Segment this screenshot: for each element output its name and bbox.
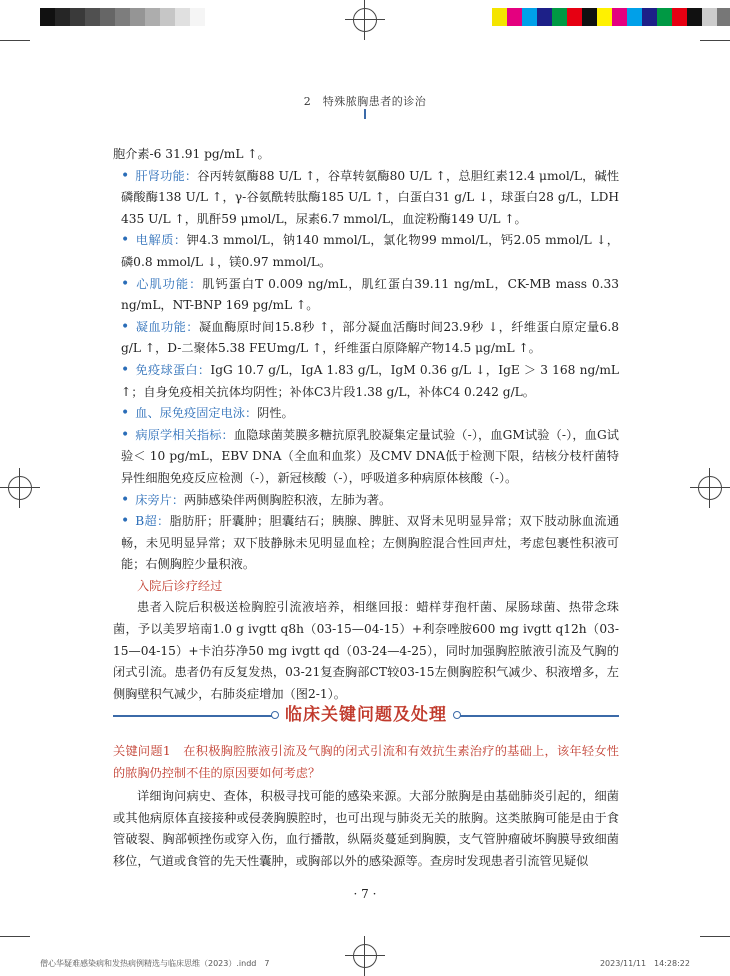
calibration-swatch — [492, 8, 507, 26]
calibration-swatch — [672, 8, 687, 26]
lab-item-text: 凝血酶原时间15.8秒 ↑，部分凝血活酶时间23.9秒 ↓，纤维蛋白原定量6.8 g/L ↑，D-二聚体5.38 FEUmg/L ↑，纤维蛋白原降解产物14.5 μg/mL ↑。 — [121, 319, 619, 356]
running-header: 2 特殊脓胸患者的诊治 — [303, 95, 427, 108]
lab-bullet-item — [113, 317, 619, 360]
footer-filename: 僧心华疑难感染病和发热病例精选与临床思维（2023）.indd 7 — [40, 959, 270, 968]
calibration-swatch — [507, 8, 522, 26]
section-heading — [113, 700, 619, 730]
calibration-swatch — [55, 8, 70, 26]
course-subheading: 入院后诊疗经过 — [137, 578, 223, 593]
bullet-icon: • — [121, 426, 130, 443]
lab-results-section — [113, 144, 619, 705]
section-title: 临床关键问题及处理 — [285, 705, 447, 725]
lab-item-label: 血、尿免疫固定电泳： — [135, 406, 258, 421]
calibration-swatch — [717, 8, 730, 26]
course-paragraph: 患者入院后积极送检胸腔引流液培养，相继回报：蜡样芽孢杆菌、屎肠球菌、热带念珠菌，予以美罗培南1.0 g ivgtt q8h（03-15—04-15）+利奈唑胺600 mg ivgtt q12h（03-15—04-15）+卡泊芬净50 mg ivgtt qd（03-24—4-25），同时加强胸腔脓液引流及气胸的闭式引流。患者仍有反复发热，03-21复查胸部CT较03-15左侧胸腔积气减少、积液增多，左侧胸壁积气减少，右肺炎症增加（图2-1）。 — [113, 600, 619, 701]
calibration-swatch — [642, 8, 657, 26]
calibration-swatch — [190, 8, 205, 26]
bullet-icon: • — [121, 167, 130, 184]
calibration-swatch — [612, 8, 627, 26]
calibration-swatch — [702, 8, 717, 26]
bullet-icon: • — [121, 405, 130, 422]
footer-timestamp: 2023/11/11 14:28:22 — [599, 959, 690, 968]
calibration-swatch — [582, 8, 597, 26]
lab-item-text: IgG 10.7 g/L，IgA 1.83 g/L，IgM 0.36 g/L ↓，IgE ＞ 3 168 ng/mL ↑；自身免疫相关抗体均阴性；补体C3片段1.38 g/L，补体C4 0.242 g/L。 — [121, 362, 620, 399]
key-question: 关键问题1 在积极胸腔脓液引流及气胸的闭式引流和有效抗生素治疗的基础上，该年轻女性的脓胸仍控制不佳的原因要如何考虑？ — [113, 744, 619, 780]
lab-item-label: 电解质： — [135, 233, 187, 248]
calibration-swatch — [567, 8, 582, 26]
lab-bullet-item — [113, 274, 619, 317]
lab-item-text: 钾4.3 mmol/L，钠140 mmol/L，氯化物99 mmol/L，钙2.05 mmol/L ↓，磷0.8 mmol/L ↓，镁0.97 mmol/L。 — [121, 233, 619, 269]
crop-mark-tr-h — [700, 40, 730, 41]
grayscale-calibration-bar — [40, 8, 205, 26]
lab-item-text: 血隐球菌荚膜多糖抗原乳胶凝集定量试验（-），血GM试验（-），血G试验＜ 10 pg/mL，EBV DNA（全血和血浆）及CMV DNA低于检测下限，结核分枝杆菌特异性细胞免疫反应检测（-），新冠核酸（-），呼吸道多种病原体核酸（-）。 — [121, 427, 619, 485]
calibration-swatch — [597, 8, 612, 26]
lab-item-label: 床旁片： — [135, 492, 185, 507]
lab-item-label: B超： — [135, 514, 170, 529]
answer-paragraph: 详细询问病史、查体，积极寻找可能的感染来源。大部分脓胸是由基础肺炎引起的，细菌或其他病原体直接接种或侵袭胸膜腔时，也可出现与肺炎无关的脓胸。这类脓胸可能是由于食管破裂、胸部顿挫伤或穿入伤，血行播散，纵隔炎蔓延到胸膜，支气管肿瘤破坏胸膜导致细菌移位，气道或食管的先天性囊肿，或胸部以外的感染源等。查房时发现患者引流管见疑似 — [113, 789, 619, 868]
bullet-icon: • — [121, 318, 130, 335]
bullet-icon: • — [121, 232, 130, 249]
lab-item-text: 谷丙转氨酶88 U/L ↑，谷草转氨酶80 U/L ↑，总胆红素12.4 μmol/L，碱性磷酸酶138 U/L ↑，γ-谷氨酰转肽酶185 U/L ↑，白蛋白31 g/L ↓，球蛋白28 g/L，LDH 435 U/L ↑，肌酐59 μmol/L，尿素6.7 mmol/L，血淀粉酶149 U/L ↑。 — [121, 168, 620, 226]
lab-bullet-item — [113, 490, 619, 512]
lab-item-label: 心肌功能： — [135, 276, 203, 291]
page-number: · 7 · — [353, 887, 377, 901]
continuation-text: 胞介素-6 31.91 pg/mL ↑。 — [113, 147, 270, 161]
lab-item-text: 脂肪肝；肝囊肿；胆囊结石；胰腺、脾脏、双肾未见明显异常；双下肢动脉血流通畅，未见明显异常；双下肢静脉未见明显血栓；左侧胸腔混合性回声灶，考虑包裹性积液可能；右侧胸腔少量积液。 — [121, 514, 620, 572]
lab-bullet-item — [113, 511, 619, 576]
lab-bullet-item — [113, 360, 619, 403]
crop-mark-tl-h — [0, 40, 30, 41]
calibration-swatch — [145, 8, 160, 26]
color-calibration-bar — [492, 8, 730, 26]
calibration-swatch — [537, 8, 552, 26]
crop-mark-bl-h — [0, 936, 30, 937]
calibration-swatch — [627, 8, 642, 26]
lab-item-label: 凝血功能： — [135, 319, 199, 334]
registration-mark-right — [690, 468, 730, 508]
calibration-swatch — [175, 8, 190, 26]
calibration-swatch — [100, 8, 115, 26]
header-divider-tick — [364, 109, 366, 119]
lab-item-label: 病原学相关指标： — [135, 427, 234, 442]
bullet-icon: • — [121, 275, 130, 292]
lab-bullet-item — [113, 166, 619, 231]
lab-item-label: 免疫球蛋白： — [135, 362, 211, 377]
calibration-swatch — [657, 8, 672, 26]
calibration-swatch — [522, 8, 537, 26]
calibration-swatch — [85, 8, 100, 26]
bullet-icon: • — [121, 491, 130, 508]
lab-item-label: 肝肾功能： — [135, 168, 198, 183]
lab-bullet-item — [113, 425, 619, 490]
calibration-swatch — [687, 8, 702, 26]
lab-bullet-item — [113, 403, 619, 425]
bullet-icon: • — [121, 361, 130, 378]
calibration-swatch — [40, 8, 55, 26]
lab-bullet-item — [113, 230, 619, 273]
calibration-swatch — [130, 8, 145, 26]
calibration-swatch — [552, 8, 567, 26]
lab-item-text: 阴性。 — [257, 406, 294, 421]
bullet-icon: • — [121, 513, 130, 530]
registration-mark-top — [345, 0, 385, 40]
registration-mark-bottom — [345, 936, 385, 976]
registration-mark-left — [0, 468, 40, 508]
lab-item-text: 两肺感染伴两侧胸腔积液，左肺为著。 — [184, 492, 392, 507]
calibration-swatch — [70, 8, 85, 26]
calibration-swatch — [115, 8, 130, 26]
crop-mark-br-h — [700, 936, 730, 937]
lab-item-text: 肌钙蛋白T 0.009 ng/mL，肌红蛋白39.11 ng/mL，CK-MB mass 0.33 ng/mL，NT-BNP 169 pg/mL ↑。 — [121, 276, 619, 313]
calibration-swatch — [160, 8, 175, 26]
